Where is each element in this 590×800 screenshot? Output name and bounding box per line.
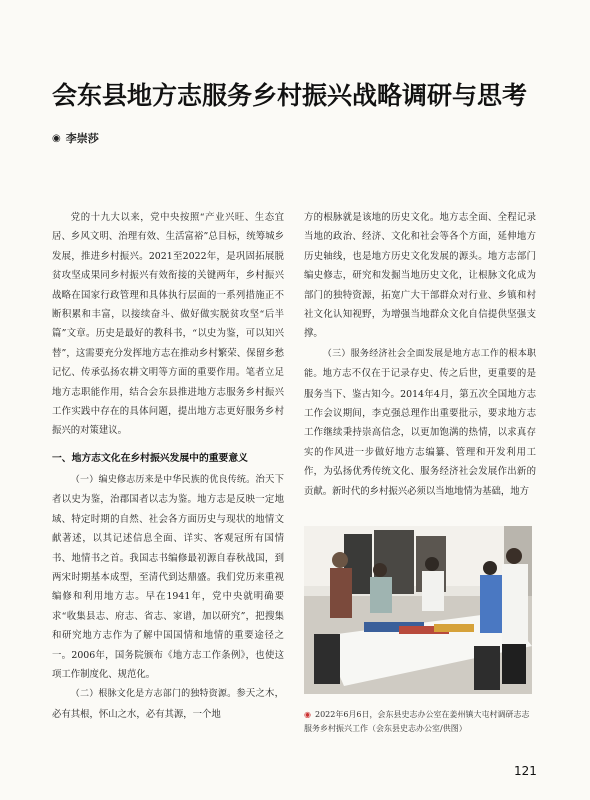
paragraph-body: 治天下者以史为鉴，治郡国者以志为鉴。地方志是反映一定地域、特定时期的自然、社会各方面历史与现状的地情文献著述，以其记述信息全面、详实、客观冠所有国情书、地情书之首。我国志书编修最初源自春秋战国，到两宋时期基本成型，至清代到达鼎盛。我们党历来重视编修和利用地方志。早在1941年，党中央就明确要求“收集县志、府志、省志、家谱，加以研究”，把搜集和研究地方志作为了解中国国情和地情的重要途径之一。2006年，国务院颁布《地方志工作条例》，也使这项工作制度化、规范化。 [52, 473, 284, 680]
paragraph-body: 地方志不仅在于记录存史、传之后世，更重要的是服务当下、鉴古知今。2014年4月，第五次全国地方志工作会议期间，李克强总理作出重要批示，要求地方志工作继续秉持崇高信念，以更加饱满的热情，以求真存实的作风进一步做好地方志编纂、管理和开发利用工作，为弘扬优秀传统文化、服务经济社会发展作出新的贡献。新时代的乡村振兴必须以当地地情为基础，地方 [304, 368, 536, 497]
paragraph [52, 684, 284, 724]
bullet-icon: ◉ [52, 132, 61, 144]
paragraph-body: 参天之木，必有其根，怀山之水，必有其源，一个地 [52, 688, 284, 720]
paragraph [52, 470, 284, 684]
author-name: 李崇莎 [65, 132, 99, 145]
paragraph-keyword: （三）服务经济社会全面发展是地方志工作的根本职能。 [304, 348, 536, 380]
paragraph [304, 344, 536, 501]
author-line [52, 130, 99, 146]
right-column [304, 208, 536, 501]
paragraph-keyword: （一）编史修志历来是中华民族的优良传统。 [70, 474, 256, 485]
caption-text: 2022年6月6日，会东县史志办公室在姜州镇大屯村调研志志服务乡村振兴工作（会东县史志办公室/供图） [304, 710, 530, 733]
meeting-photo [304, 526, 532, 694]
paragraph: 方的根脉就是该地的历史文化。地方志全面、全程记录当地的政治、经济、文化和社会等各个方面，延伸地方历史轴线，也是地方历史文化发展的源头。地方志部门编史修志，研究和发掘当地历史文化，让根脉文化成为部门的独特资源，拓宽广大干部群众对行业、乡镇和村社文化认知视野，为增强当地群众文化自信提供坚强支撑。 [304, 212, 536, 340]
article-title: 会东县地方志服务乡村振兴战略调研与思考 [52, 81, 528, 110]
section-heading: 一、地方志文化在乡村振兴发展中的重要意义 [52, 452, 248, 464]
paragraph: 党的十九大以来，党中央按照“产业兴旺、生态宜居、乡风文明、治理有效、生活富裕”总目标，统筹城乡发展，推进乡村振兴。2021至2022年，是巩固拓展脱贫攻坚成果同乡村振兴有效衔接的关键两年，乡村振兴战略在国家行政管理和具体执行层面的一系列措施正不断积累和丰富，以接续奋斗、做好做实脱贫攻坚“后半篇”文章。历史是最好的教科书，“以史为鉴，可以知兴替”，这需要充分发挥地方志在推动乡村繁荣、保留乡愁记忆、传承弘扬农耕文明等方面的重要作用。笔者立足地方志职能作用，结合会东县推进地方志服务乡村振兴工作实践中存在的具体问题，提出地方志更好服务乡村振兴的对策建议。 [52, 212, 284, 437]
paragraph-keyword: （二）根脉文化是方志部门的独特资源。 [70, 689, 237, 700]
meeting-photo-illustration [304, 526, 532, 694]
left-column [52, 208, 284, 724]
caption-bullet-icon: ◉ [304, 710, 311, 719]
page-number: 121 [514, 764, 537, 778]
figure-caption [304, 708, 534, 736]
